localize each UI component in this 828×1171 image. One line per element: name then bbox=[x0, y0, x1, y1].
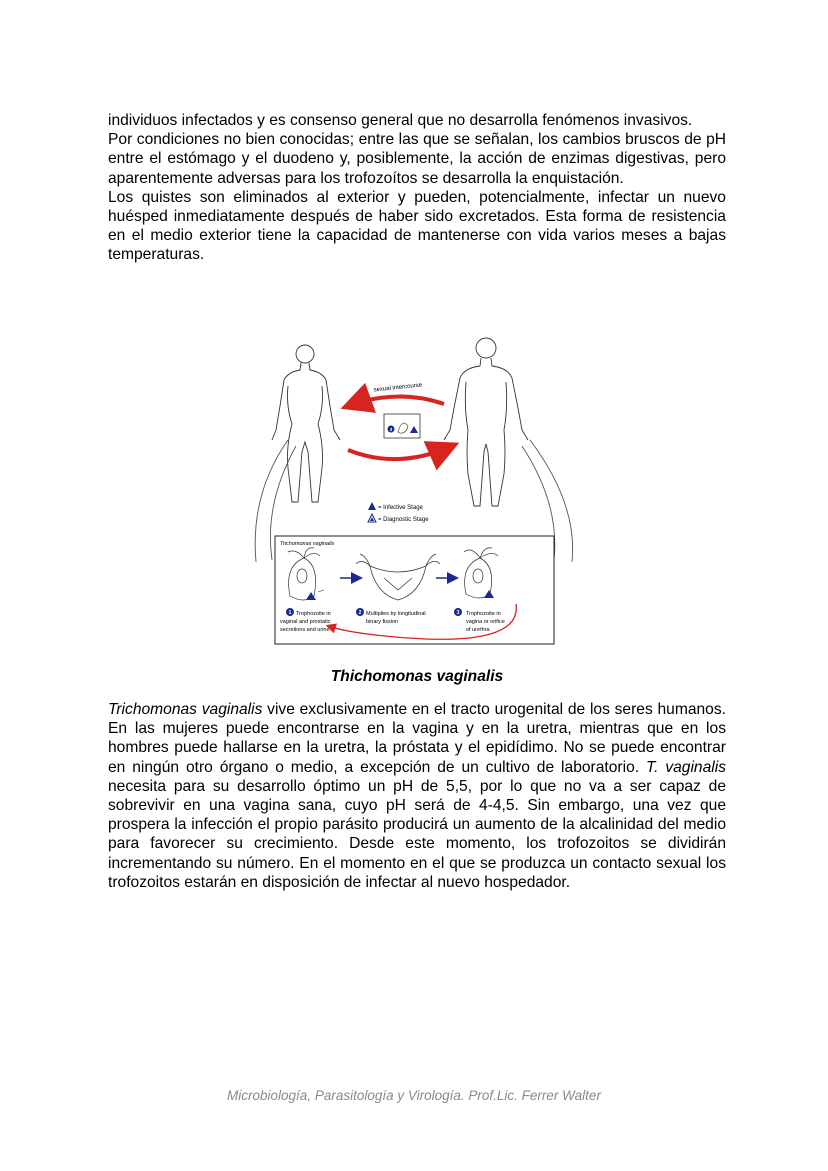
stage-3-number: 3 bbox=[456, 610, 460, 616]
center-stage-number: 3 bbox=[389, 427, 393, 432]
paragraph-3: Los quistes son eliminados al exterior y pueden, potencialmente, infectar un nuevo huésped inmediatamente después de haber sido excretados. Esta forma de resistencia en el medio exterior tiene la capacidad de mantenerse con vida varios meses a bajas temperaturas. bbox=[108, 188, 726, 264]
paragraph-1: individuos infectados y es consenso general que no desarrolla fenómenos invasivos. bbox=[108, 112, 693, 129]
stage-3-line-2: vagina or orifice bbox=[466, 619, 505, 625]
life-cycle-figure bbox=[248, 334, 580, 650]
body-text-b: necesita para su desarrollo óptimo un pH de 5,5, por lo que no va a ser capaz de sobrevivir en una vagina sana, cuyo pH será de 4-4,5. Sin embargo, una vez que prospera la infección el propio parásito producirá un aumento de la alcalinidad del medio para favorecer su crecimiento. Desde este momento, los trofozoitos se dividirán incrementando su número. En el momento en el que se produzca un contacto sexual los trofozoitos estarán en disposición de infectar al nuevo hospedador. bbox=[108, 777, 726, 891]
species-abbrev: T. vaginalis bbox=[645, 758, 726, 776]
box-title: Trichomonas vaginalis bbox=[280, 541, 335, 547]
species-name: Trichomonas vaginalis bbox=[108, 701, 263, 718]
page-footer: Microbiología, Parasitología y Virología. Prof.Lic. Ferrer Walter bbox=[227, 1088, 601, 1103]
stage-3-line-3: of urethra bbox=[466, 627, 490, 633]
female-figure bbox=[272, 345, 340, 502]
sexual-intercourse-label: sexual intercourse bbox=[373, 382, 423, 394]
stage-2-line-2: binary fission bbox=[366, 619, 399, 625]
stage-2-number: 2 bbox=[358, 610, 362, 616]
stage-1-line-3: secretions and urine bbox=[280, 627, 330, 633]
figure-caption: Thichomonas vaginalis bbox=[330, 668, 504, 685]
top-text bbox=[108, 111, 726, 265]
life-cycle-diagram bbox=[248, 334, 580, 650]
body-paragraph bbox=[108, 700, 726, 892]
legend-infective: = Infective Stage bbox=[378, 505, 423, 511]
stage-2-line-1: Multiplies by longitudinal bbox=[366, 611, 426, 617]
stage-1-number: 1 bbox=[288, 610, 292, 616]
body-text bbox=[108, 700, 726, 892]
paragraph-2: Por condiciones no bien conocidas; entre las que se señalan, los cambios bruscos de pH entre el estómago y el duodeno y, posiblemente, la acción de enzimas digestivas, pero aparentemente adversas para los trofozoítos se desarrolla la enquistación. bbox=[108, 131, 726, 187]
stage-1-line-2: vaginal and prostatic bbox=[280, 619, 331, 625]
male-figure bbox=[444, 338, 528, 506]
infective-stage-icon bbox=[368, 502, 376, 510]
body-text-a: vive exclusivamente en el tracto urogenital de los seres humanos. En las mujeres puede encontrarse en la vagina y en la uretra, mientras que en los hombres puede hallarse en la uretra, la próstata y el epidídimo. No se puede encontrar en ningún otro órgano o medio, a excepción de un cultivo de laboratorio. bbox=[108, 701, 726, 776]
legend-diagnostic: = Diagnostic Stage bbox=[378, 517, 429, 523]
stage-1-line-1: Trophozoite in bbox=[296, 611, 331, 617]
stage-3-line-1: Trophozoite in bbox=[466, 611, 501, 617]
